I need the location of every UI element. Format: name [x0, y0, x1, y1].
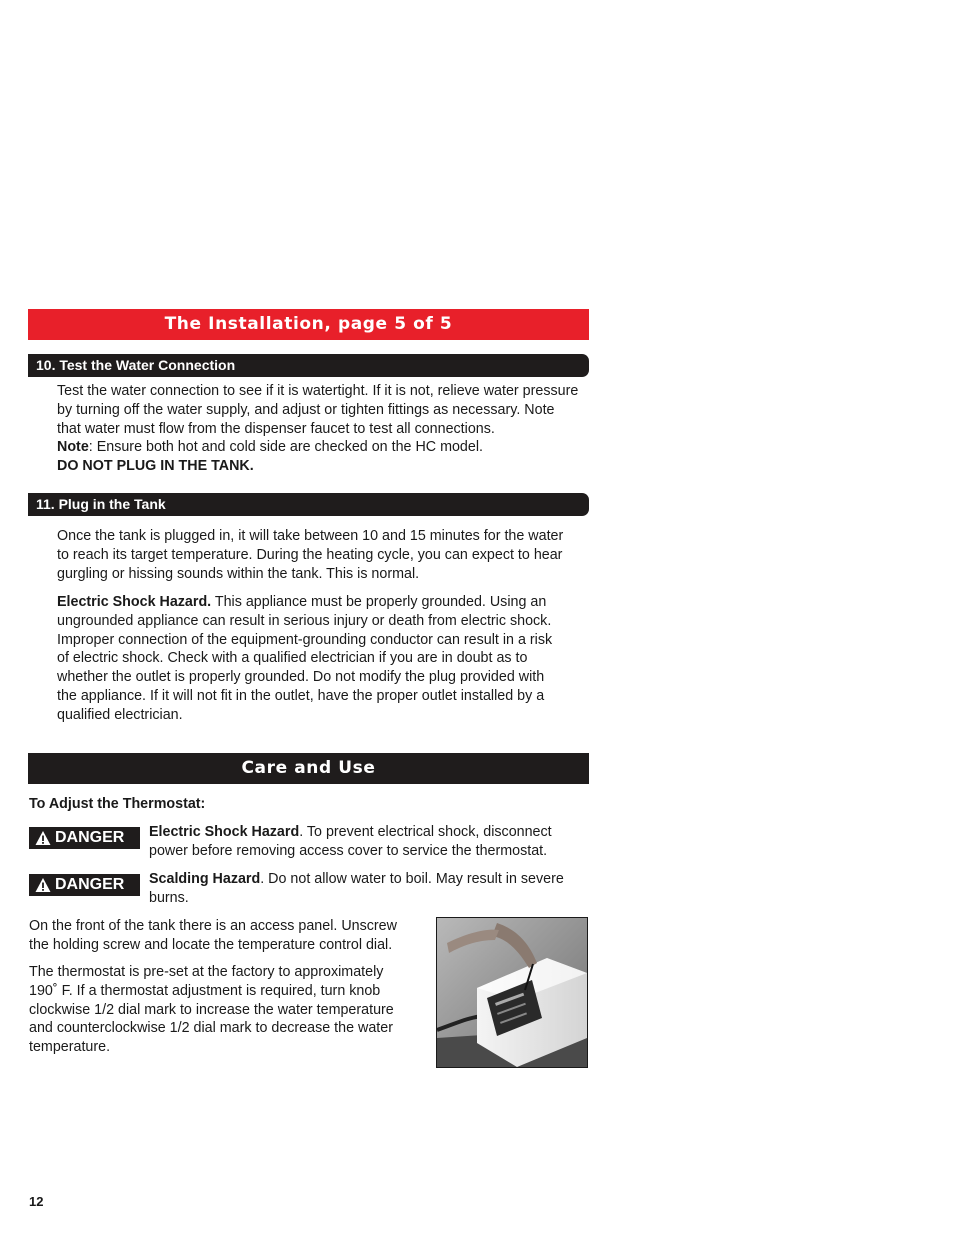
hazard-line-1 [57, 593, 587, 612]
hazard-line-5: whether the outlet is properly grounded. Do not modify the plug provided with [57, 669, 545, 686]
hazard-line-3: Improper connection of the equipment-grounding conductor can result in a risk [57, 631, 553, 648]
step10-line-1: Test the water connection to see if it is watertight. If it is not, relieve water pressure [57, 383, 579, 399]
danger2-first: . Do not allow water to boil. May result in severe [260, 871, 564, 887]
page-number: 12 [29, 1194, 44, 1209]
danger1-line-1 [149, 823, 589, 842]
tank-photo [436, 917, 588, 1068]
danger-label-2: DANGER [55, 876, 125, 893]
danger-badge-2 [29, 874, 140, 896]
danger2-text [149, 870, 589, 908]
warning-triangle-icon [35, 877, 51, 893]
preset-line-4: and counterclockwise 1/2 dial mark to decrease the water [29, 1020, 393, 1037]
panel-line-1: On the front of the tank there is an access panel. Unscrew [29, 918, 397, 934]
step10-note [57, 438, 587, 457]
step11-line-2: to reach its target temperature. During the heating cycle, you can expect to hear [57, 546, 563, 563]
step10-heading: 10. Test the Water Connection [28, 354, 589, 377]
care-section-title: Care and Use [28, 753, 589, 784]
step10-line-3: that water must flow from the dispenser faucet to test all connections. [57, 420, 495, 437]
hazard-line-7: qualified electrician. [57, 706, 183, 723]
danger-badge-1 [29, 827, 140, 849]
preset-line-5: temperature. [29, 1039, 111, 1056]
hazard-label: Electric Shock Hazard. [57, 594, 212, 610]
hazard-line-4: of electric shock. Check with a qualified electrician if you are in doubt as to [57, 650, 528, 667]
step10-line-2: by turning off the water supply, and adjust or tighten fittings as necessary. Note [57, 401, 555, 418]
danger2-line-2: burns. [149, 889, 189, 906]
step10-body [57, 382, 587, 476]
step10-warning [57, 457, 587, 476]
step11-line-1: Once the tank is plugged in, it will take between 10 and 15 minutes for the water [57, 528, 564, 544]
step11-body [57, 527, 587, 583]
danger1-bold: Electric Shock Hazard [149, 824, 300, 840]
hazard-line-6: the appliance. If it will not fit in the outlet, have the proper outlet installed by a [57, 687, 545, 704]
access-panel-paragraph [29, 917, 429, 955]
hazard-line-2: ungrounded appliance can result in serious injury or death from electric shock. [57, 612, 552, 629]
tank-photo-illustration [437, 918, 587, 1067]
danger-label-1: DANGER [55, 829, 125, 846]
do-not-plug-warning: DO NOT PLUG IN THE TANK. [57, 458, 254, 475]
step11-line-3: gurgling or hissing sounds within the tank. This is normal. [57, 565, 420, 582]
danger1-line-2: power before removing access cover to service the thermostat. [149, 842, 548, 859]
panel-line-2: the holding screw and locate the temperature control dial. [29, 936, 393, 953]
warning-triangle-icon [35, 830, 51, 846]
thermostat-heading [29, 795, 205, 814]
danger1-first: . To prevent electrical shock, disconnect [299, 824, 552, 840]
preset-line-1: The thermostat is pre-set at the factory to approximately [29, 964, 384, 980]
step11-heading: 11. Plug in the Tank [28, 493, 589, 516]
note-text: : Ensure both hot and cold side are checked on the HC model. [88, 439, 483, 456]
note-label: Note [57, 439, 89, 456]
danger2-bold: Scalding Hazard [149, 871, 261, 887]
preset-line-2: 190˚ F. If a thermostat adjustment is required, turn knob [29, 982, 381, 999]
preset-paragraph [29, 963, 429, 1057]
installation-section-title: The Installation, page 5 of 5 [28, 309, 589, 340]
preset-line-3: clockwise 1/2 dial mark to increase the water temperature [29, 1001, 394, 1018]
thermostat-heading-text: To Adjust the Thermostat: [29, 796, 206, 812]
electric-hazard-paragraph [57, 593, 587, 725]
danger2-line-1 [149, 870, 589, 889]
hazard-first-text: This appliance must be properly grounded. Using an [211, 594, 547, 610]
danger1-text [149, 823, 589, 861]
